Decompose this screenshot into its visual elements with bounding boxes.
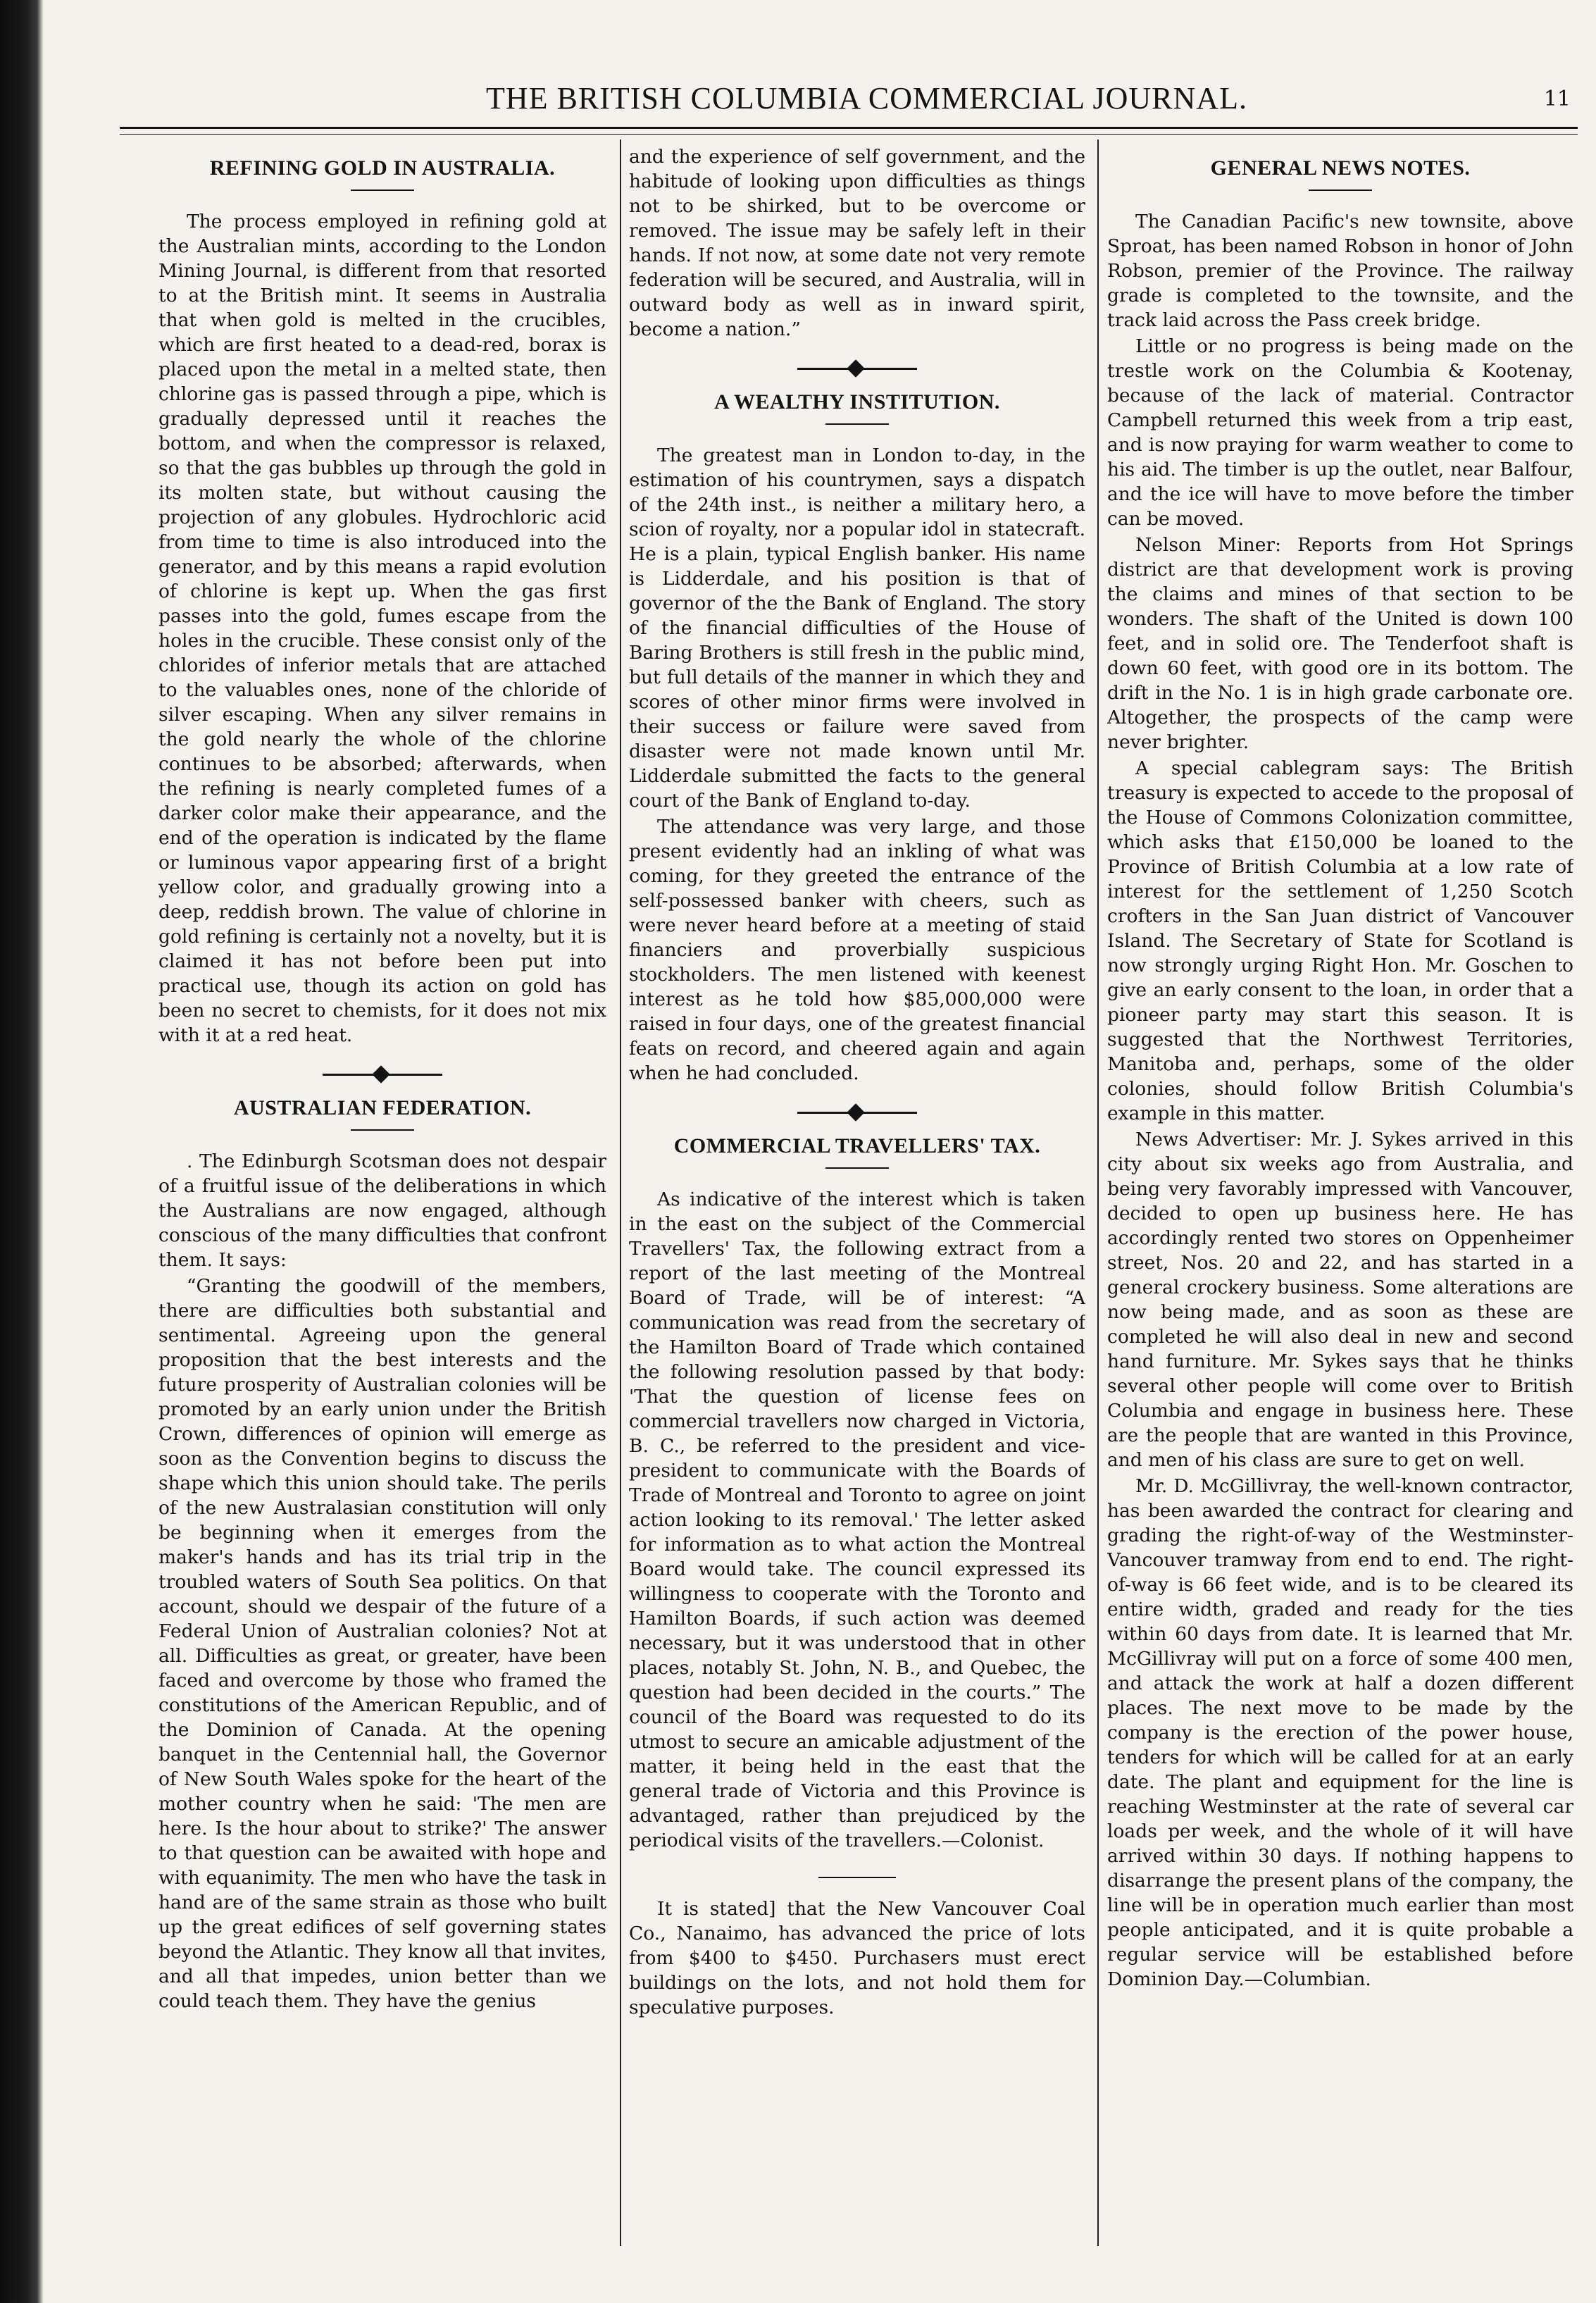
news-item: News Advertiser: Mr. J. Sykes arrived in this city about six weeks ago from Australia, and being very favorably impressed with Vancouver, decided to open up business here. He has accordingly rented two stores on Oppenheimer street, Nos. 20 and 22, and has started in a general crockery business. Some alterations are now being made, and as soon as these are completed he will also deal in new and second hand furniture. Mr. Sykes says that he thinks several other people will come over to British Columbia and engage in business here. These are the people that are wanted in this Province, and men of his class are sure to get on well. (1107, 1129, 1573, 1471)
masthead-rule (120, 127, 1578, 129)
article-paragraph: The greatest man in London to-day, in the estimation of his countrymen, says a dispatch of the 24th inst., is neither a military hero, a scion of royalty, nor a popular idol in statecraft. He is a plain, typical English banker. His name is Lidderdale, and his position is that of governor of the the Bank of England. The story of the financial difficulties of the House of Baring Brothers is still fresh in the public mind, but full details of the manner in which they and scores of other minor firms were involved in their success or failure were saved from disaster were not made known until Mr. Lidderdale submitted the facts to the general court of the Bank of England to-day. (629, 445, 1085, 812)
article-paragraph: and the experience of self government, and the habitude of looking upon difficulties as things not to be shirked, but to be overcome or removed. The issue may be safely left in their hands. If not now, at some date not very remote federation will be secured, and Australia, will in outward body as well as in inward spirit, become a nation.” (629, 146, 1085, 340)
news-item: The Canadian Pacific's new townsite, above Sproat, has been named Robson in honor of John Robson, premier of the Province. The railway grade is completed to the townsite, and the track laid across the Pass creek bridge. (1107, 211, 1573, 331)
column-1 (158, 144, 606, 2244)
article-heading: AUSTRALIAN FEDERATION. (233, 1096, 532, 1119)
article-wealthy-institution (629, 388, 1085, 1086)
article-heading: A WEALTHY INSTITUTION. (714, 390, 1000, 414)
article-heading: COMMERCIAL TRAVELLERS' TAX. (673, 1134, 1041, 1157)
news-item: Mr. D. McGillivray, the well-known contractor, has been awarded the contract for clearing and grading the right-of-way of the Westminster-Vancouver tramway from end to end. The right-of-way is 66 feet wide, and is to be cleared its entire width, graded and ready for the ties within 60 days from date. It is learned that Mr. McGillivray will put on a force of some 400 men, and attack the work at half a dozen different places. The next move to be made by the company is the erection of the power house, tenders for which will be called for at an early date. The plant and equipment for the line is reaching Westminster at the rate of several car loads per week, and the whole of it will have arrived within 30 days. If nothing happens to disarrange the present plans of the company, the line will be in operation much earlier than most people anticipated, and it is quite probable a regular service will be established before Dominion Day.—Columbian. (1107, 1475, 1573, 1990)
article-federation-continued (629, 144, 1085, 342)
article-coal-company (629, 1897, 1085, 2020)
article-paragraph: It is stated] that the New Vancouver Coal Co., Nanaimo, has advanced the price of lots from $400 to $450. Purchasers must erect buildings on the lots, and not hold them for speculative purposes. (629, 1898, 1085, 2018)
heading-rule (825, 423, 889, 425)
article-paragraph: As indicative of the interest which is taken in the east on the subject of the Commercial Travellers' Tax, the following extract from a report of the last meeting of the Montreal Board of Trade, will be of interest: “A communication was read from the secretary of the Hamilton Board of Trade which contained the following resolution passed by that body: 'That the question of license fees on commercial travellers now charged in Victoria, B. C., be referred to the president and vice-president to communicate with the Boards of Trade of Montreal and Toronto to agree on joint action looking to its removal.' The letter asked for information as to what action the Montreal Board would take. The council expressed its willingness to cooperate with the Toronto and Hamilton Boards, if such action was deemed necessary, but it was understood that in other places, notably St. John, N. B., and Quebec, the question had been decided in the courts.” The council of the Board was requested to do its utmost to secure an amicable adjustment of the matter, it being held in the east that the general trade of Victoria and this Province is advantaged, rather than prejudiced by the periodical visits of the travellers.—Colonist. (629, 1188, 1085, 1851)
masthead (106, 79, 1578, 128)
section-ornament (797, 1105, 917, 1119)
section-rule (818, 1877, 896, 1878)
binding-spine (0, 0, 44, 2303)
heading-rule (351, 190, 414, 191)
article-general-news-notes (1107, 154, 1573, 1992)
heading-rule (351, 1129, 414, 1131)
article-refining-gold (158, 154, 606, 1048)
article-paragraph: The process employed in refining gold at the Australian mints, according to the London Mining Journal, is different from that resorted to at the British mint. It seems in Australia that when gold is melted in the crucibles, which are first heated to a dead-red, borax is placed upon the metal in a melted state, then chlorine gas is passed through a pipe, which is gradually depressed until it reaches the bottom, and when the compressor is relaxed, so that the gas bubbles up through the gold in its molten state, but without causing the projection of any globules. Hydrochloric acid from time to time is also introduced into the generator, and by this means a rapid evolution of chlorine is kept up. When the gas first passes into the gold, fumes escape from the holes in the crucible. These consist only of the chlorides of inferior metals that are attached to the valuables ones, none of the chloride of silver escaping. When any silver remains in the gold nearly the whole of the chlorine continues to be absorbed; afterwards, when the refining is nearly completed fumes of a darker color make their appearance, and the end of the operation is indicated by the flame or luminous vapor appearing first of a bright yellow color, and gradually growing into a deep, reddish brown. The value of chlorine in gold refining is certainly not a novelty, but it is claimed it has not before been put into practical use, though its action on gold has been no secret to chemists, for it does not mix with it at a red heat. (158, 211, 606, 1046)
article-paragraph: . The Edinburgh Scotsman does not despair of a fruitful issue of the deliberations in which the Australians are now engaged, although conscious of the many difficulties that confront them. It says: (158, 1150, 606, 1271)
page-number: 11 (1543, 87, 1571, 111)
news-item: Little or no progress is being made on the trestle work on the Columbia & Kootenay, because of the lack of material. Contractor Campbell returned this week from a trip east, and is now praying for warm weather to come to his aid. The timber is up the outlet, near Balfour, and the ice will have to move before the timber can be moved. (1107, 335, 1573, 530)
article-australian-federation (158, 1094, 606, 2013)
news-item: A special cablegram says: The British treasury is expected to accede to the proposal of the House of Commons Colonization committee, which asks that £150,000 be loaned to the Province of British Columbia at a low rate of interest for the settlement of 1,250 Scotch crofters in the San Juan district of Vancouver Island. The Secretary of State for Scotland is now strongly urging Right Hon. Mr. Goschen to give an early consent to the loan, in order that a pioneer party may start this season. It is suggested that the Northwest Territories, Manitoba and, perhaps, some of the older colonies, should follow British Columbia's example in this matter. (1107, 757, 1573, 1124)
journal-title: THE BRITISH COLUMBIA COMMERCIAL JOURNAL. (486, 81, 1247, 116)
section-ornament (797, 361, 917, 375)
column-3 (1107, 144, 1573, 2244)
column-divider (1097, 139, 1099, 2246)
heading-rule (825, 1167, 889, 1169)
column-divider (620, 139, 621, 2246)
news-item: Nelson Miner: Reports from Hot Springs district are that development work is proving the claims and mines of that section to be wonders. The shaft of the United is down 100 feet, and in solid ore. The Tenderfoot shaft is down 60 feet, with good ore in its bottom. The drift in the No. 1 is in high grade carbonate ore. Altogether, the prospects of the camp were never brighter. (1107, 534, 1573, 753)
masthead-rule-thin (120, 134, 1578, 135)
section-ornament (323, 1067, 442, 1081)
article-heading: REFINING GOLD IN AUSTRALIA. (209, 156, 556, 180)
article-paragraph: “Granting the goodwill of the members, there are difficulties both substantial and sentimental. Agreeing upon the general proposition that the best interests and the future prosperity of Australian colonies will be promoted by an early union under the British Crown, differences of opinion will emerge as soon as the Convention begins to discuss the shape which this union should take. The perils of the new Australasian constitution will only be beginning when it emerges from the maker's hands and has its trial trip in the troubled waters of South Sea politics. On that account, should we despair of the future of a Federal Union of Australian colonies? Not at all. Difficulties as great, or greater, have been faced and overcome by those who framed the constitutions of the American Republic, and of the Dominion of Canada. At the opening banquet in the Centennial hall, the Governor of New South Wales spoke for the heart of the mother country when he said: 'The men are here. Is the hour about to strike?' The answer to that question can be awaited with hope and with equanimity. The men who have the task in hand are of the same strain as those who built up the great edifices of self governing states beyond the Atlantic. They know all that invites, and all that impedes, union better than we could teach them. They have the genius (158, 1275, 606, 2012)
article-commercial-travellers-tax (629, 1132, 1085, 1853)
column-2 (629, 144, 1085, 2244)
heading-rule (1309, 190, 1372, 191)
article-heading: GENERAL NEWS NOTES. (1210, 156, 1471, 180)
article-paragraph: The attendance was very large, and those present evidently had an inkling of what was coming, for they greeted the entrance of the self-possessed banker with cheers, such as were never heard before at a meeting of staid financiers and proverbially suspicious stockholders. The men listened with keenest interest as he told how $85,000,000 were raised in four days, one of the greatest financial feats on record, and cheered again and again when he had concluded. (629, 816, 1085, 1084)
